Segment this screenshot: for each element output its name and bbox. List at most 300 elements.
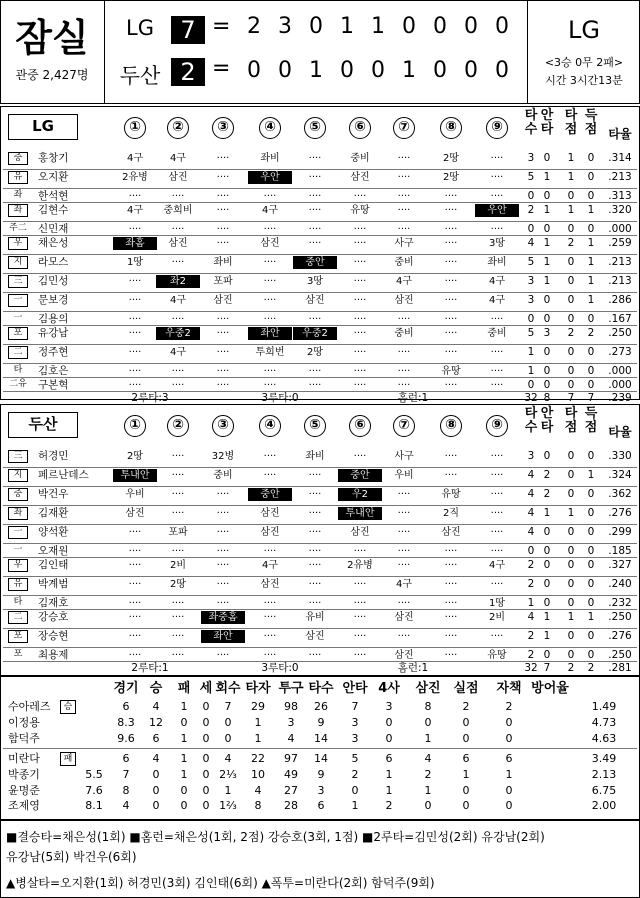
pitching-stat: 1 [505,768,513,781]
stat-header: 타 [524,108,538,123]
pitching-header: 승 [149,681,163,696]
position-tag: 一 [13,313,23,323]
batter-name: 채은성 [38,237,69,249]
at-bat-result: 좌안 [201,630,245,643]
at-bat-result: 삼진 [260,238,280,249]
batter-stat: 3 [527,450,535,462]
at-bat-result: ···· [171,314,185,325]
at-bat-result: ···· [308,470,322,481]
at-bat-result: ···· [444,295,458,306]
at-bat-result: ···· [216,172,230,183]
at-bat-result: 삼진 [168,172,188,183]
batter-stat: 2 [527,578,535,590]
at-bat-result: ···· [397,205,411,216]
batter-stat: 1 [587,204,595,216]
at-bat-result: ···· [397,153,411,164]
at-bat-result: 우비 [394,470,414,481]
position-tag: 지 [8,256,28,269]
stat-header: 안 [540,406,554,421]
at-bat-result: 2유병 [347,560,373,571]
at-bat-result: ···· [444,612,458,623]
at-bat-result: ···· [444,328,458,339]
batter-stat: 0 [567,275,575,287]
pitching-stat: 3 [317,784,325,797]
at-bat-result: ···· [444,560,458,571]
pitching-stat: 1 [462,768,470,781]
inning-header: ① [124,415,146,437]
at-bat-result: ···· [171,191,185,202]
batter-stat: 0 [567,469,575,481]
stat-header: 점 [564,420,578,435]
pitching-header: 타자 [245,681,271,696]
batter-stat: 0 [543,545,551,557]
at-bat-result: ···· [128,314,142,325]
game-duration: 시간 3시간13분 [545,74,623,87]
at-bat-result: 좌2 [156,275,200,288]
pitching-stat: 1 [385,768,393,781]
at-bat-result: 3땅 [488,238,506,249]
at-bat-result: ···· [397,598,411,609]
batter-stat: 1 [543,507,551,519]
at-bat-result: ···· [444,579,458,590]
batter-stat: 5 [527,256,535,268]
at-bat-result: 삼진 [394,295,414,306]
batter-stat: 0 [527,545,535,557]
at-bat-result: ···· [128,276,142,287]
stat-header: 점 [584,420,598,435]
position-tag: 우 [8,559,28,572]
batter-stat: 1 [543,237,551,249]
position-tag: 포 [13,649,23,659]
doubles-total: 2루타:1 [131,662,169,674]
pitching-stat: 1 [424,732,432,745]
pitching-header: 삼진 [415,681,441,696]
pitcher-name: 이정용 [8,716,40,729]
batter-stat: 0 [587,190,595,202]
at-bat-result: ···· [171,224,185,235]
attendance: 관중 2,427명 [15,68,89,82]
batter-stat: 1 [587,469,595,481]
at-bat-result: 2땅 [169,579,187,590]
at-bat-result: 중안 [338,469,382,482]
batter-stat: 4 [527,611,535,623]
at-bat-result: ···· [397,172,411,183]
pitching-stat: 0 [202,732,210,745]
at-bat-result: 중희비 [163,205,193,216]
at-bat-result: ···· [263,631,277,642]
batter-name: 구본혁 [38,379,69,391]
pitcher-name: 조제영 [8,799,40,812]
stadium-name: 잠실 [15,16,89,60]
batter-stat: 2 [527,204,535,216]
at-bat-result: 4구 [169,295,187,306]
stat-header: 득 [584,406,598,421]
position-tag: 좌 [13,190,23,200]
at-bat-result: 유땅 [350,205,370,216]
pitching-header: 실점 [453,681,479,696]
at-bat-result: 중비 [487,328,507,339]
batter-stat: 0 [567,256,575,268]
batting-average: .213 [608,256,632,268]
position-tag: 포 [8,630,28,643]
at-bat-result: ···· [263,276,277,287]
pitching-stat: 2.00 [591,799,617,812]
at-bat-result: ···· [353,191,367,202]
pitching-stat: 1 [180,752,188,765]
batter-name: 유강남 [38,327,69,339]
batter-name: 오지환 [38,171,69,183]
inning-score: 1 [309,58,323,83]
pitching-stat: 0 [424,799,432,812]
inning-score: 0 [402,14,416,39]
at-bat-result: ···· [263,546,277,557]
batter-stat: 0 [587,171,595,183]
at-bat-result: ···· [444,191,458,202]
at-bat-result: ···· [216,489,230,500]
at-bat-result: 4구 [169,153,187,164]
at-bat-result: 삼진 [168,238,188,249]
batter-stat: 0 [587,649,595,661]
pitching-stat: 1⅔ [219,799,237,812]
pitching-stat: 49 [284,768,298,781]
team-stat-total: 7 [587,392,595,404]
batting-average: .276 [608,507,632,519]
batter-stat: 0 [567,597,575,609]
inning-header: ⑤ [304,415,326,437]
pitching-stat: 6 [317,799,325,812]
batter-stat: 0 [543,294,551,306]
at-bat-result: ···· [353,238,367,249]
inning-header: ⑧ [440,415,462,437]
at-bat-result: ···· [263,650,277,661]
at-bat-result: ···· [216,527,230,538]
pitching-stat: 1 [224,784,232,797]
at-bat-result: ···· [397,191,411,202]
batter-stat: 0 [543,578,551,590]
batter-stat: 4 [527,237,535,249]
at-bat-result: ···· [490,546,504,557]
at-bat-result: 4구 [488,295,506,306]
batter-stat: 4 [527,469,535,481]
at-bat-result: ···· [171,257,185,268]
at-bat-result: ···· [171,612,185,623]
pitching-header: 회수 [215,681,241,696]
team-stat-total: 8 [543,392,551,404]
pitching-stat: 9.6 [117,732,135,745]
pitching-stat: 6 [462,752,470,765]
pitching-stat: 4 [287,732,295,745]
homeruns-total: 홈런:1 [397,392,429,404]
pitching-stat: 8.1 [85,799,103,812]
position-tag: 타 [13,597,23,607]
at-bat-result: ···· [171,470,185,481]
at-bat-result: ···· [263,366,277,377]
at-bat-result: 3땅 [306,276,324,287]
pitching-stat: 27 [284,784,298,797]
batter-name: 홍창기 [38,152,69,164]
team-stat-total: 7 [543,662,551,674]
at-bat-result: ···· [128,380,142,391]
pitching-stat: 7 [122,768,130,781]
at-bat-result: ···· [444,631,458,642]
at-bat-result: ···· [444,257,458,268]
at-bat-result: 투희번 [255,347,285,358]
position-tag: 지 [8,469,28,482]
team2-score: 2 [171,58,205,86]
pitching-stat: 1 [424,784,432,797]
at-bat-result: 2비 [169,560,187,571]
inning-header: ④ [259,415,281,437]
position-tag: 三 [8,450,28,463]
at-bat-result: 우안 [248,171,292,184]
batter-stat: 5 [527,171,535,183]
at-bat-result: ···· [216,650,230,661]
pitching-stat: 7 [351,700,359,713]
pitching-stat: 4 [152,700,160,713]
batter-stat: 1 [527,346,535,358]
at-bat-result: ···· [171,380,185,391]
at-bat-result: ···· [216,366,230,377]
at-bat-result: ···· [308,238,322,249]
batter-stat: 0 [567,578,575,590]
batter-stat: 1 [543,611,551,623]
at-bat-result: ···· [263,380,277,391]
at-bat-result: 4구 [488,276,506,287]
pitching-stat: 0 [180,799,188,812]
at-bat-result: ···· [171,598,185,609]
inning-score: 0 [371,58,385,83]
at-bat-result: ···· [353,612,367,623]
at-bat-result: ···· [216,560,230,571]
batting-average: .213 [608,171,632,183]
batter-stat: 0 [587,379,595,391]
team-stat-total: 2 [587,662,595,674]
at-bat-result: ···· [353,366,367,377]
at-bat-result: ···· [444,314,458,325]
doubles-total: 2루타:3 [131,392,169,404]
pitching-stat: 8.3 [117,716,135,729]
batter-name: 강승호 [38,611,69,623]
at-bat-result: ···· [490,172,504,183]
pitching-stat: 0 [424,716,432,729]
at-bat-result: ···· [353,276,367,287]
batting-average: .167 [608,313,632,325]
at-bat-result: 2비 [488,612,506,623]
position-tag: 타 [13,365,23,375]
pitching-stat: 1.49 [591,700,617,713]
batter-stat: 0 [587,152,595,164]
at-bat-result: ···· [490,224,504,235]
inning-score: 0 [495,14,509,39]
pitching-stat: 0 [385,732,393,745]
position-tag: 우 [8,237,28,250]
batter-name: 김호은 [38,365,69,377]
batter-name: 최용제 [38,649,69,661]
inning-score: 1 [402,58,416,83]
at-bat-result: 중비 [394,328,414,339]
at-bat-result: ···· [353,295,367,306]
pitching-stat: 1 [254,732,262,745]
batter-stat: 0 [587,545,595,557]
batter-stat: 0 [567,559,575,571]
at-bat-result: ···· [308,650,322,661]
batting-average: .000 [608,365,632,377]
inning-score: 0 [433,58,447,83]
batter-stat: 2 [567,237,575,249]
at-bat-result: 우2 [338,488,382,501]
batter-stat: 0 [567,190,575,202]
batter-stat: 0 [587,223,595,235]
at-bat-result: ···· [308,527,322,538]
stat-header: 득 [584,108,598,123]
batter-stat: 1 [587,294,595,306]
pitcher-name: 미란다 [8,752,40,765]
game-notes-line1: ■결승타=채은성(1회) ■홈런=채은성(1회, 2점) 강승호(3회, 1점) ■2루타=김민성(2회) 유강남(2회) [6,830,545,844]
at-bat-result: 삼진 [305,631,325,642]
stat-header: 점 [564,122,578,137]
batting-average: .273 [608,346,632,358]
batter-stat: 0 [567,313,575,325]
at-bat-result: ···· [397,380,411,391]
pitching-stat: 2.13 [591,768,617,781]
inning-header: ③ [212,415,234,437]
team1-score: 7 [171,16,205,44]
at-bat-result: ···· [308,153,322,164]
inning-header: ⑦ [393,117,415,139]
pitching-stat: 0 [224,716,232,729]
batter-name: 페르난데스 [38,469,89,481]
at-bat-result: ···· [490,191,504,202]
at-bat-result: ···· [397,366,411,377]
batter-stat: 1 [567,152,575,164]
at-bat-result: 유땅 [487,650,507,661]
at-bat-result: ···· [171,451,185,462]
batter-stat: 2 [567,327,575,339]
batter-name: 김민성 [38,275,69,287]
at-bat-result: ···· [308,489,322,500]
batter-stat: 0 [587,630,595,642]
game-notes-line2: 유강남(5회) 박건우(6회) [6,850,137,864]
batter-stat: 0 [527,313,535,325]
batter-stat: 0 [587,597,595,609]
batter-name: 장승현 [38,630,69,642]
batter-name: 김재환 [38,507,69,519]
at-bat-result: ···· [128,347,142,358]
batter-stat: 1 [587,611,595,623]
at-bat-result: 4구 [488,560,506,571]
batter-stat: 5 [527,327,535,339]
batter-stat: 0 [543,649,551,661]
batting-average: .250 [608,327,632,339]
at-bat-result: 우비 [125,489,145,500]
at-bat-result: ···· [444,205,458,216]
batting-average: .320 [608,204,632,216]
pitching-header: 타수 [308,681,334,696]
at-bat-result: ···· [308,508,322,519]
pitching-stat: 3 [351,732,359,745]
inning-header: ③ [212,117,234,139]
at-bat-result: ···· [444,238,458,249]
pitching-stat: 5 [351,752,359,765]
at-bat-result: ···· [397,546,411,557]
pitching-stat: 14 [314,752,328,765]
at-bat-result: 유땅 [441,366,461,377]
pitching-stat: 4.63 [591,732,617,745]
pitching-stat: 6 [122,752,130,765]
at-bat-result: 좌비 [305,451,325,462]
pitching-stat: 1 [180,700,188,713]
pitching-stat: 6.75 [591,784,617,797]
pitching-stat: 0 [202,716,210,729]
team1-name: LG [126,16,154,40]
inning-score: 0 [247,58,261,83]
pitching-stat: 8 [122,784,130,797]
batter-stat: 0 [587,507,595,519]
pitching-stat: 22 [251,752,265,765]
at-bat-result: ···· [490,631,504,642]
inning-header: ⑨ [486,415,508,437]
at-bat-result: ···· [353,451,367,462]
pitching-stat: 0 [180,716,188,729]
pitching-stat: 2⅓ [219,768,237,781]
pitcher-name: 수아레즈 [8,700,51,713]
pitching-stat: 0 [152,768,160,781]
pitching-stat: 0 [202,784,210,797]
at-bat-result: ···· [216,508,230,519]
at-bat-result: 4구 [395,579,413,590]
pitching-header: 자책 [496,681,522,696]
at-bat-result: ···· [263,598,277,609]
batter-stat: 3 [527,294,535,306]
inning-header: ⑤ [304,117,326,139]
batter-stat: 2 [527,649,535,661]
pitching-stat: 0 [202,700,210,713]
at-bat-result: 우중2 [156,327,200,340]
at-bat-result: ···· [263,257,277,268]
batter-stat: 0 [567,545,575,557]
batter-name: 오재원 [38,545,69,557]
batter-stat: 2 [543,488,551,500]
batter-stat: 0 [567,379,575,391]
batting-average: .286 [608,294,632,306]
at-bat-result: ···· [397,508,411,519]
at-bat-result: ···· [308,224,322,235]
at-bat-result: 4구 [261,205,279,216]
at-bat-result: ···· [216,238,230,249]
at-bat-result: ···· [128,224,142,235]
at-bat-result: 유비 [305,612,325,623]
batter-stat: 1 [567,507,575,519]
pitching-stat: 4 [424,752,432,765]
position-tag: 二유 [9,379,27,389]
batter-stat: 1 [543,630,551,642]
at-bat-result: ···· [490,314,504,325]
decision-tag: 승 [60,700,76,714]
pitching-stat: 0 [180,784,188,797]
batter-stat: 1 [567,171,575,183]
at-bat-result: 좌중홈 [201,611,245,624]
inning-header: ⑨ [486,117,508,139]
at-bat-result: 포파 [168,527,188,538]
batter-stat: 0 [543,190,551,202]
stat-header: 타 [564,406,578,421]
at-bat-result: ···· [308,579,322,590]
position-tag: 유 [8,171,28,184]
position-tag: 중 [8,488,28,501]
pitching-header: 경기 [113,681,139,696]
pitching-header: 방어율 [531,681,569,696]
batting-average: .313 [608,190,632,202]
